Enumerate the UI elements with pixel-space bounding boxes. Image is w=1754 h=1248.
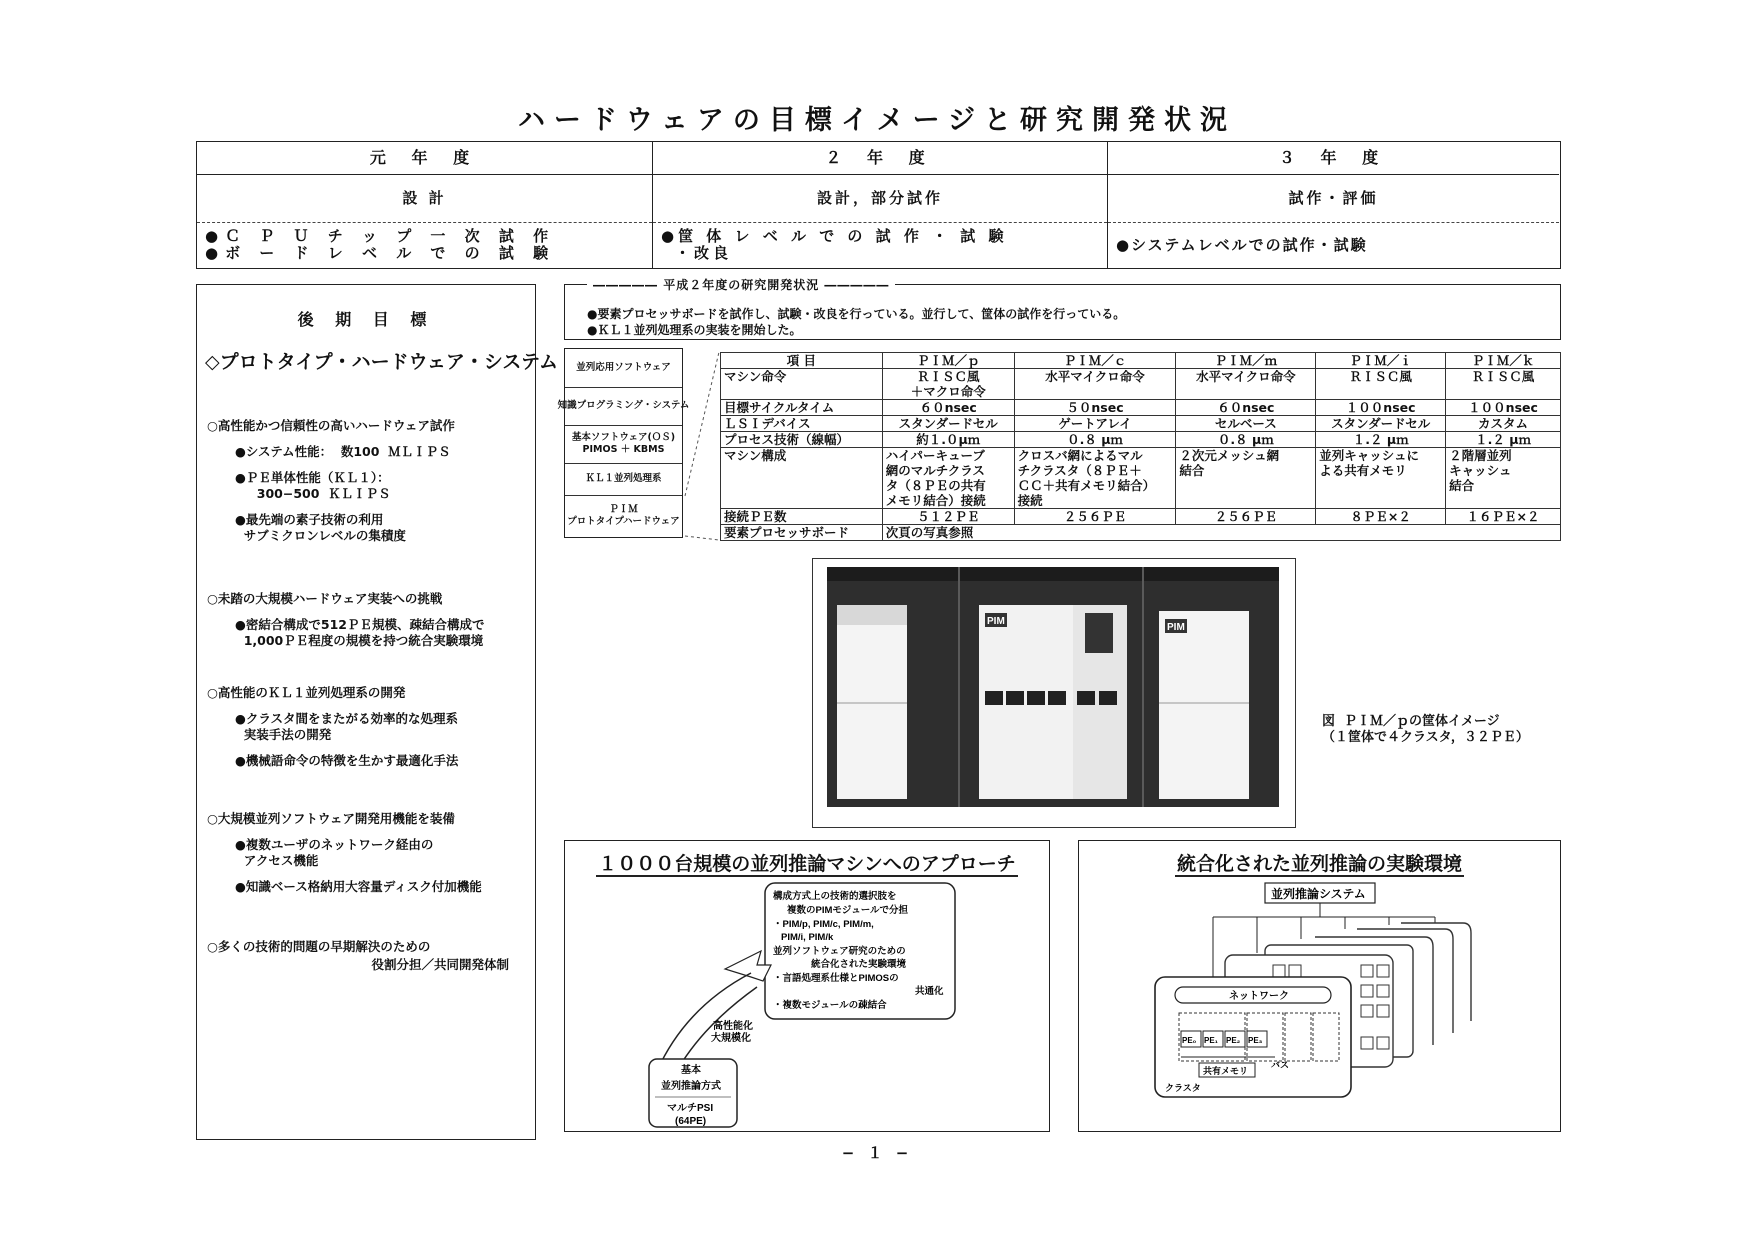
approach-note-line: 並列ソフトウェア研究のための [773,946,906,957]
arrow-label: 大規模化 [711,1033,751,1044]
spec-value-cell: スタンダードセル [1316,416,1446,432]
spec-value-cell: ６０nsec [1176,400,1316,416]
schedule-year: ２ 年 度 [653,142,1107,175]
spec-row [721,509,1561,525]
spec-value-cell: １００nsec [1316,400,1446,416]
goal-section [207,939,527,973]
approach-panel [564,840,1050,1132]
goal-item: ●ＰＥ単体性能（ＫＬ１）： 300−500 ＫＬＩＰＳ [235,470,391,501]
layer-item: ＫＬ１並列処理系 [565,463,682,496]
goal-item: ●複数ユーザのネットワーク経由の アクセス機能 [235,837,434,868]
goals-system-title: ◇プロトタイプ・ハードウェア・システム [205,351,559,373]
spec-value-cell: ２階層並列 キャッシュ 結合 [1446,448,1561,509]
spec-value-cell: ８ＰＥ×２ [1316,509,1446,525]
page-title: ハードウェアの目標イメージと研究開発状況 [517,105,1237,136]
photo-caption: 図 ＰＩＭ／ｐの筐体イメージ （１筐体で４クラスタ，３２ＰＥ） [1322,714,1529,745]
spec-value-cell: 水平マイクロ命令 [1176,369,1316,400]
approach-note-line: ・PIM/p, PIM/c, PIM/m, [773,919,874,930]
spec-label-cell: ＬＳＩデバイス [721,416,883,432]
approach-note-line: ・言語処理系仕様とPIMOSの [773,973,899,984]
goal-heading: ○高性能かつ信頼性の高いハードウェア試作 [207,418,455,433]
approach-note-line: 共通化 [915,986,944,997]
unified-diagram [1079,841,1560,1131]
goal-section [207,591,527,649]
layer-item: 基本ソフトウェア(ＯＳ) PIMOS ＋ KBMS [565,425,682,464]
status-line: ●要素プロセッサボードを試作し、試験・改良を行っている。並行して、筐体の試作を行っている。 [587,307,1126,321]
approach-note-line: ・複数モジュールの疎結合 [773,1000,887,1011]
spec-label-cell: 要素プロセッサボード [721,525,883,541]
layer-connector [683,348,723,544]
cluster-label: クラスタ [1165,1083,1201,1093]
approach-note-line: 構成方式上の技術的選択肢を [773,891,897,902]
goal-section [207,418,527,544]
goal-heading: ○高性能のＫＬ１並列処理系の開発 [207,685,406,700]
goal-item: ●最先端の素子技術の利用 サブミクロンレベルの集積度 [235,512,406,543]
approach-note-line: PIM/i, PIM/k [781,932,834,943]
page-number: − １ − [841,1144,913,1162]
cabinet-logo: PIM [987,616,1005,627]
spec-header-cell: ＰＩＭ／ｉ [1316,353,1446,369]
goal-item: ●システム性能： 数100 ＭＬＩＰＳ [235,444,451,459]
status-header-text: 平成２年度の研究開発状況 [663,278,820,292]
layer-item: 知識プログラミング・システム [565,387,682,426]
spec-header-row [721,353,1561,369]
spec-header-cell: ＰＩＭ／ｋ [1446,353,1561,369]
spec-value-cell: ＲＩＳＣ風 ＋マクロ命令 [882,369,1014,400]
unified-title-text: 統合化された並列推論の実験環境 [1176,853,1462,875]
spec-label-cell: 接続ＰＥ数 [721,509,883,525]
spec-row [721,369,1561,400]
pe-label: PE₀ [1182,1036,1197,1045]
bus-label: バス [1271,1060,1290,1070]
layer-item: ＰＩＭ プロトタイプハードウェア [567,504,680,527]
base-label: 基本 [681,1065,701,1076]
schedule-items [205,222,646,268]
spec-value-cell: 並列キャッシュに よる共有メモリ [1316,448,1446,509]
pim-cabinet-photo [813,559,1295,827]
spec-label-cell: 目標サイクルタイム [721,400,883,416]
spec-label-cell: マシン構成 [721,448,883,509]
arrow-label: 高性能化 [713,1021,753,1032]
spec-value-cell: クロスバ網によるマル チクラスタ（８ＰＥ＋ ＣＣ＋共有メモリ結合） 接続 [1014,448,1176,509]
spec-value-cell: 約１.０μｍ [882,432,1014,448]
spec-value-cell: １.２ μｍ [1446,432,1561,448]
pe-label: PE₃ [1248,1036,1263,1045]
spec-value-cell: スタンダードセル [882,416,1014,432]
spec-value-cell: ０.８ μｍ [1014,432,1176,448]
goal-heading: ○多くの技術的問題の早期解決のための [207,939,431,954]
spec-row [721,432,1561,448]
schedule-phase: 設 計 [197,174,652,223]
schedule-column [652,142,1107,268]
schedule-item: ●Ｃ Ｐ Ｕ チ ッ プ 一 次 試 作 [205,227,556,245]
approach-title-text: １０００台規模の並列推論マシンへのアプローチ [598,853,1016,875]
status-box [564,278,1561,340]
schedule-phase: 設計，部分試作 [653,174,1107,223]
shared-memory-label: 共有メモリ [1203,1066,1249,1076]
schedule-items [661,222,1101,268]
approach-diagram [565,841,1049,1131]
photo-frame [812,558,1296,828]
base-label: (64PE) [675,1116,707,1127]
goal-item: ●密結合構成で512ＰＥ規模、疎結合構成で 1,000ＰＥ程度の規模を持つ統合実験環境 [235,617,485,648]
spec-header-cell: ＰＩＭ／ｐ [882,353,1014,369]
spec-value-cell: ゲートアレイ [1014,416,1176,432]
spec-value-cell: ５０nsec [1014,400,1176,416]
layer-stack [557,348,690,538]
schedule-item: ●ボ ー ド レ ベ ル で の 試 験 [205,244,556,262]
system-box-label: 並列推論システム [1271,887,1366,901]
spec-row [721,416,1561,432]
spec-row [721,400,1561,416]
goal-heading: ○大規模並列ソフトウェア開発用機能を装備 [207,811,455,826]
spec-header-cell: ＰＩＭ／ｍ [1176,353,1316,369]
spec-value-cell: 次頁の写真参照 [882,525,1560,541]
schedule-table [196,141,1561,269]
schedule-item: ●システムレベルでの試作・試験 [1116,235,1368,254]
spec-value-cell: ハイパーキューブ 網のマルチクラス タ（８ＰＥの共有 メモリ結合）接続 [882,448,1014,509]
pim-spec-table [720,352,1561,541]
cabinet-logo: PIM [1167,622,1185,633]
goals-panel [196,284,559,1140]
spec-value-cell: １００nsec [1446,400,1561,416]
goal-item: ●クラスタ間をまたがる効率的な処理系 実装手法の開発 [235,711,459,742]
schedule-item: ●筐 体 レ ベ ル で の 試 作 ・ 試 験 [661,227,1008,245]
goal-item: ●知識ベース格納用大容量ディスク付加機能 [235,879,482,894]
goal-item: 役割分担／共同開発体制 [371,957,509,972]
goal-heading: ○未踏の大規模ハードウェア実装への挑戦 [207,591,443,606]
spec-value-cell: ２５６ＰＥ [1176,509,1316,525]
spec-value-cell: ２次元メッシュ網 結合 [1176,448,1316,509]
spec-value-cell: ０.８ μｍ [1176,432,1316,448]
spec-row [721,525,1561,541]
spec-value-cell: セルベース [1176,416,1316,432]
goal-section [207,811,527,895]
schedule-year: ３ 年 度 [1108,142,1559,175]
spec-value-cell: １６ＰＥ×２ [1446,509,1561,525]
status-header: ――――― 平成２年度の研究開発状況 ――――― [587,276,895,293]
schedule-column [197,142,652,268]
spec-value-cell: １.２ μｍ [1316,432,1446,448]
approach-note-line: 統合化された実験環境 [811,959,907,970]
unified-env-panel [1078,840,1561,1132]
network-label: ネットワーク [1229,991,1289,1002]
spec-value-cell: ＲＩＳＣ風 [1446,369,1561,400]
spec-label-cell: マシン命令 [721,369,883,400]
schedule-year: 元 年 度 [197,142,652,175]
spec-value-cell: ６０nsec [882,400,1014,416]
pe-label: PE₁ [1204,1036,1218,1045]
schedule-column [1107,142,1559,268]
goal-section [207,685,527,769]
spec-value-cell: 水平マイクロ命令 [1014,369,1176,400]
spec-header-cell: ＰＩＭ／ｃ [1014,353,1176,369]
spec-value-cell: ＲＩＳＣ風 [1316,369,1446,400]
spec-value-cell: ５１２ＰＥ [882,509,1014,525]
spec-value-cell: カスタム [1446,416,1561,432]
layer-item: 並列応用ソフトウェア [565,349,682,388]
spec-value-cell: ２５６ＰＥ [1014,509,1176,525]
goals-title: 後 期 目 標 [297,310,435,329]
spec-label-cell: プロセス技術（線幅） [721,432,883,448]
base-label: 並列推論方式 [661,1081,721,1092]
schedule-item: ・改良 [675,244,733,262]
goal-item: ●機械語命令の特徴を生かす最適化手法 [235,753,459,768]
schedule-phase: 試作・評価 [1108,174,1559,223]
approach-note-line: 複数のPIMモジュールで分担 [787,905,909,916]
spec-row [721,448,1561,509]
schedule-items [1116,222,1553,268]
status-line: ●ＫＬ１並列処理系の実装を開始した。 [587,323,802,337]
pe-label: PE₂ [1226,1036,1241,1045]
spec-header-cell: 項 目 [721,353,883,369]
base-label: マルチPSI [667,1103,714,1114]
